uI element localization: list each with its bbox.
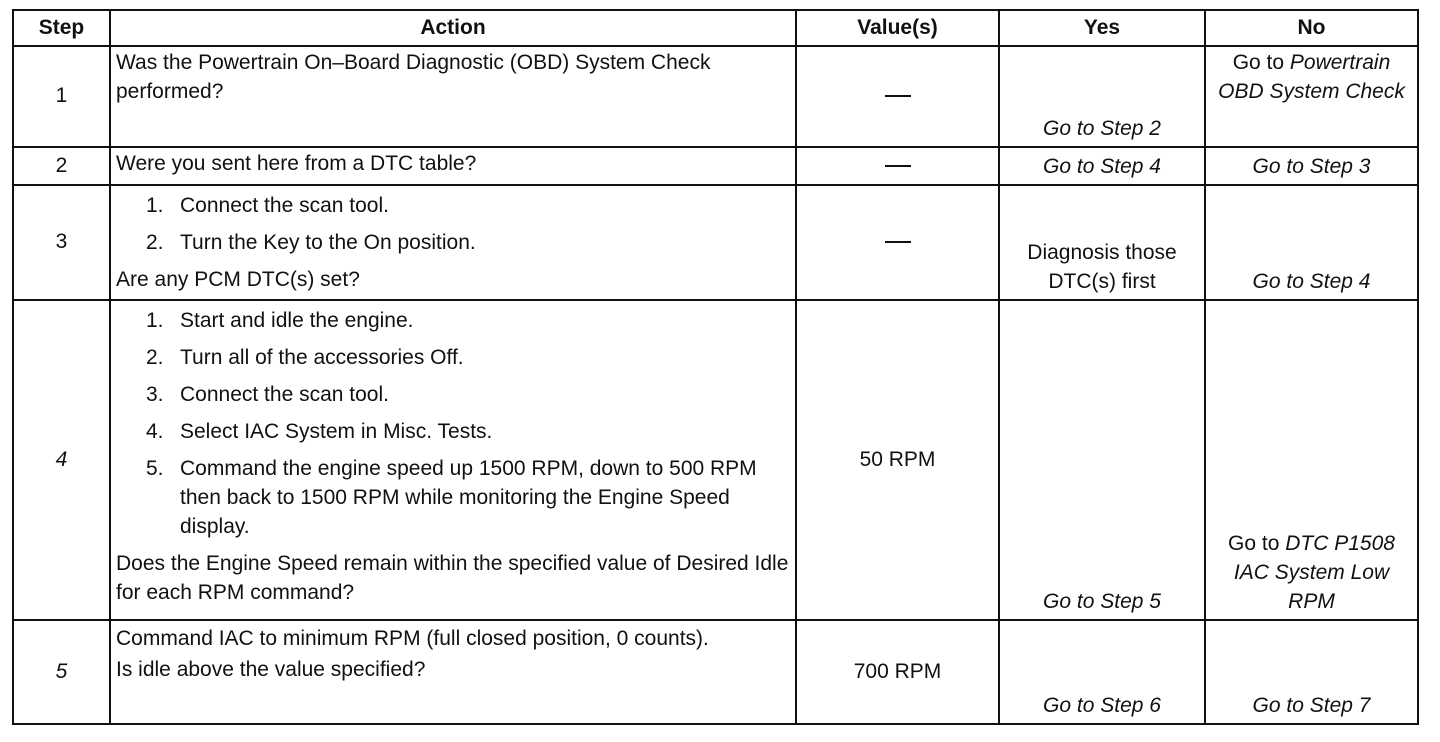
question-text: Does the Engine Speed remain within the specified value of Desired Idle for each RPM command? [116, 551, 789, 604]
yes-cell: Diagnosis those DTC(s) first [999, 185, 1205, 300]
no-prefix: Go to [1232, 51, 1285, 74]
yes-cell: Go to Step 5 [999, 300, 1205, 620]
value-dash [885, 165, 911, 167]
list-item: 3. Connect the scan tool. [146, 382, 389, 406]
action-text: Was the Powertrain On–Board Diagnostic (OBD) System Check performed? [110, 46, 796, 147]
header-values: Value(s) [796, 10, 999, 46]
table-row [13, 147, 1418, 185]
header-step: Step [13, 10, 110, 46]
list-item: 1. Connect the scan tool. [146, 194, 389, 217]
no-cell [1205, 46, 1418, 147]
no-cell [1205, 300, 1418, 620]
yes-cell: Go to Step 2 [999, 46, 1205, 147]
header-yes: Yes [999, 10, 1205, 46]
step-number: 5 [13, 620, 110, 724]
no-reference: Powertrain OBD System Check [1218, 51, 1405, 103]
table-row [13, 620, 1418, 724]
header-no: No [1205, 10, 1418, 46]
list-item: 1. Start and idle the engine. [146, 309, 414, 332]
action-cell [110, 185, 796, 300]
value-dash [885, 95, 911, 97]
list-item: 2. Turn all of the accessories Off. [146, 345, 464, 369]
step-number: 1 [13, 46, 110, 147]
instruction-list [116, 307, 790, 542]
no-cell: Go to Step 4 [1205, 185, 1418, 300]
value-cell [796, 46, 999, 147]
action-text: Were you sent here from a DTC table? [110, 147, 796, 185]
step-number: 2 [13, 147, 110, 185]
no-prefix: Go to [1228, 532, 1280, 556]
step-number: 4 [13, 300, 110, 620]
action-cell [110, 620, 796, 724]
list-item: 5. Command the engine speed up 1500 RPM, down to 500 RPM then back to 1500 RPM while monitoring the Engine Speed display. [146, 456, 757, 538]
value-cell: 50 RPM [796, 300, 999, 620]
list-item: 2. Turn the Key to the On position. [146, 230, 476, 254]
header-action: Action [110, 10, 796, 46]
question-text: Are any PCM DTC(s) set? [116, 267, 360, 291]
value-cell: 700 RPM [796, 620, 999, 724]
value-cell [796, 185, 999, 300]
diagnostic-table [12, 9, 1419, 725]
yes-cell: Go to Step 6 [999, 620, 1205, 724]
instruction-list [116, 192, 790, 258]
value-cell [796, 147, 999, 185]
question-text: Is idle above the value specified? [116, 657, 426, 681]
no-reference: DTC P1508 IAC System Low RPM [1233, 532, 1395, 614]
no-cell: Go to Step 3 [1205, 147, 1418, 185]
table-row [13, 300, 1418, 620]
step-number: 3 [13, 185, 110, 300]
action-text: Command IAC to minimum RPM (full closed position, 0 counts). [116, 627, 709, 650]
no-cell: Go to Step 7 [1205, 620, 1418, 724]
table-row [13, 185, 1418, 300]
action-cell [110, 300, 796, 620]
header-row [13, 10, 1418, 46]
table-row [13, 46, 1418, 147]
value-dash [885, 241, 911, 243]
yes-cell: Go to Step 4 [999, 147, 1205, 185]
list-item: 4. Select IAC System in Misc. Tests. [146, 419, 493, 443]
